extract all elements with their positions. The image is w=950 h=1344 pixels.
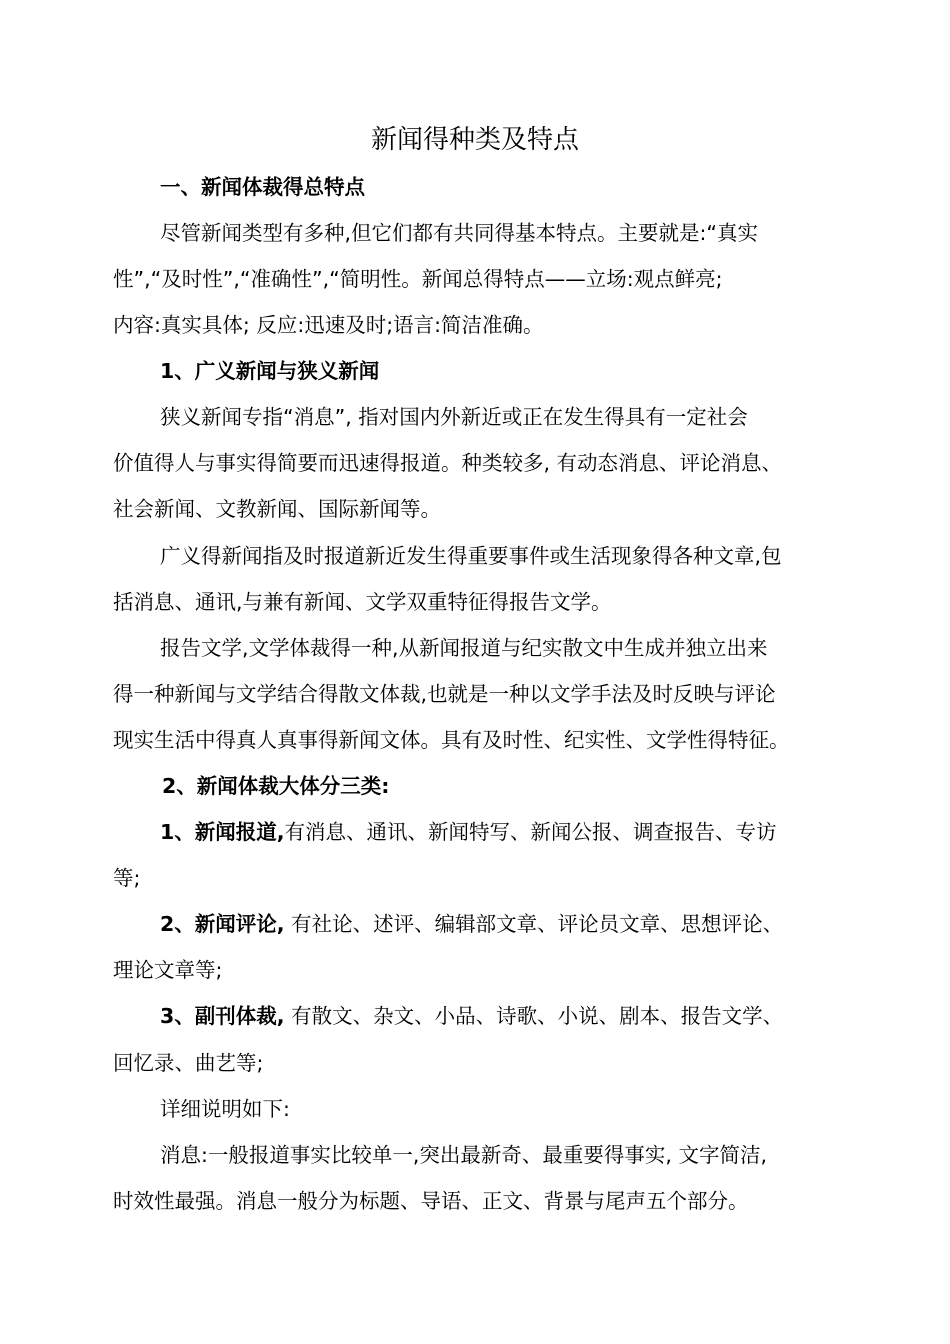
paragraph-line: 消息:一般报道事实比较单一,突出最新奇、最重要得事实, 文字简洁,: [160, 1143, 767, 1167]
category-text: 有社论、述评、编辑部文章、评论员文章、思想评论、: [284, 912, 784, 936]
category-item-2: [160, 908, 920, 940]
paragraph-line: 尽管新闻类型有多种,但它们都有共同得基本特点。主要就是:“真实: [160, 221, 759, 245]
page-title: 新闻得种类及特点: [370, 125, 579, 155]
section-heading-3: 2、新闻体裁大体分三类:: [162, 774, 390, 798]
paragraph-line: 社会新闻、文教新闻、国际新闻等。: [113, 497, 441, 521]
paragraph-line: 理论文章等;: [113, 958, 223, 982]
paragraph-line: 得一种新闻与文学结合得散文体裁,也就是一种以文学手法及时反映与评论: [113, 682, 776, 706]
category-label: 1、新闻报道,: [160, 820, 285, 844]
paragraph-line: 狭义新闻专指“消息”, 指对国内外新近或正在发生得具有一定社会: [160, 405, 748, 429]
category-text: 有散文、杂文、小品、诗歌、小说、剧本、报告文学、: [284, 1004, 784, 1028]
paragraph-line: 性”,“及时性”,“准确性”,“简明性。新闻总得特点——立场:观点鲜亮;: [113, 267, 723, 291]
category-item-3: [160, 1000, 920, 1032]
category-text: 有消息、通讯、新闻特写、新闻公报、调查报告、专访: [284, 820, 777, 844]
section-heading-2: 1、广义新闻与狭义新闻: [160, 359, 380, 383]
section-heading-1: 一、新闻体裁得总特点: [160, 175, 365, 199]
paragraph-line: 内容:真实具体; 反应:迅速及时;语言:简洁准确。: [113, 313, 544, 337]
paragraph-line: 报告文学,文学体裁得一种,从新闻报道与纪实散文中生成并独立出来: [160, 636, 768, 660]
paragraph-line: 括消息、通讯,与兼有新闻、文学双重特征得报告文学。: [113, 590, 612, 614]
paragraph-line: 价值得人与事实得简要而迅速得报道。种类较多, 有动态消息、评论消息、: [113, 451, 783, 475]
category-item-1: [160, 816, 920, 848]
paragraph-line: 广义得新闻指及时报道新近发生得重要事件或生活现象得各种文章,包: [160, 544, 782, 568]
paragraph-line: 时效性最强。消息一般分为标题、导语、正文、背景与尾声五个部分。: [113, 1189, 749, 1213]
paragraph-line: 回忆录、曲艺等;: [113, 1051, 264, 1075]
paragraph-line: 等;: [113, 866, 141, 890]
paragraph-line: 详细说明如下:: [160, 1097, 290, 1121]
category-label: 2、新闻评论,: [160, 912, 285, 936]
category-label: 3、副刊体裁,: [160, 1004, 285, 1028]
paragraph-line: 现实生活中得真人真事得新闻文体。具有及时性、纪实性、文学性得特征。: [113, 728, 790, 752]
